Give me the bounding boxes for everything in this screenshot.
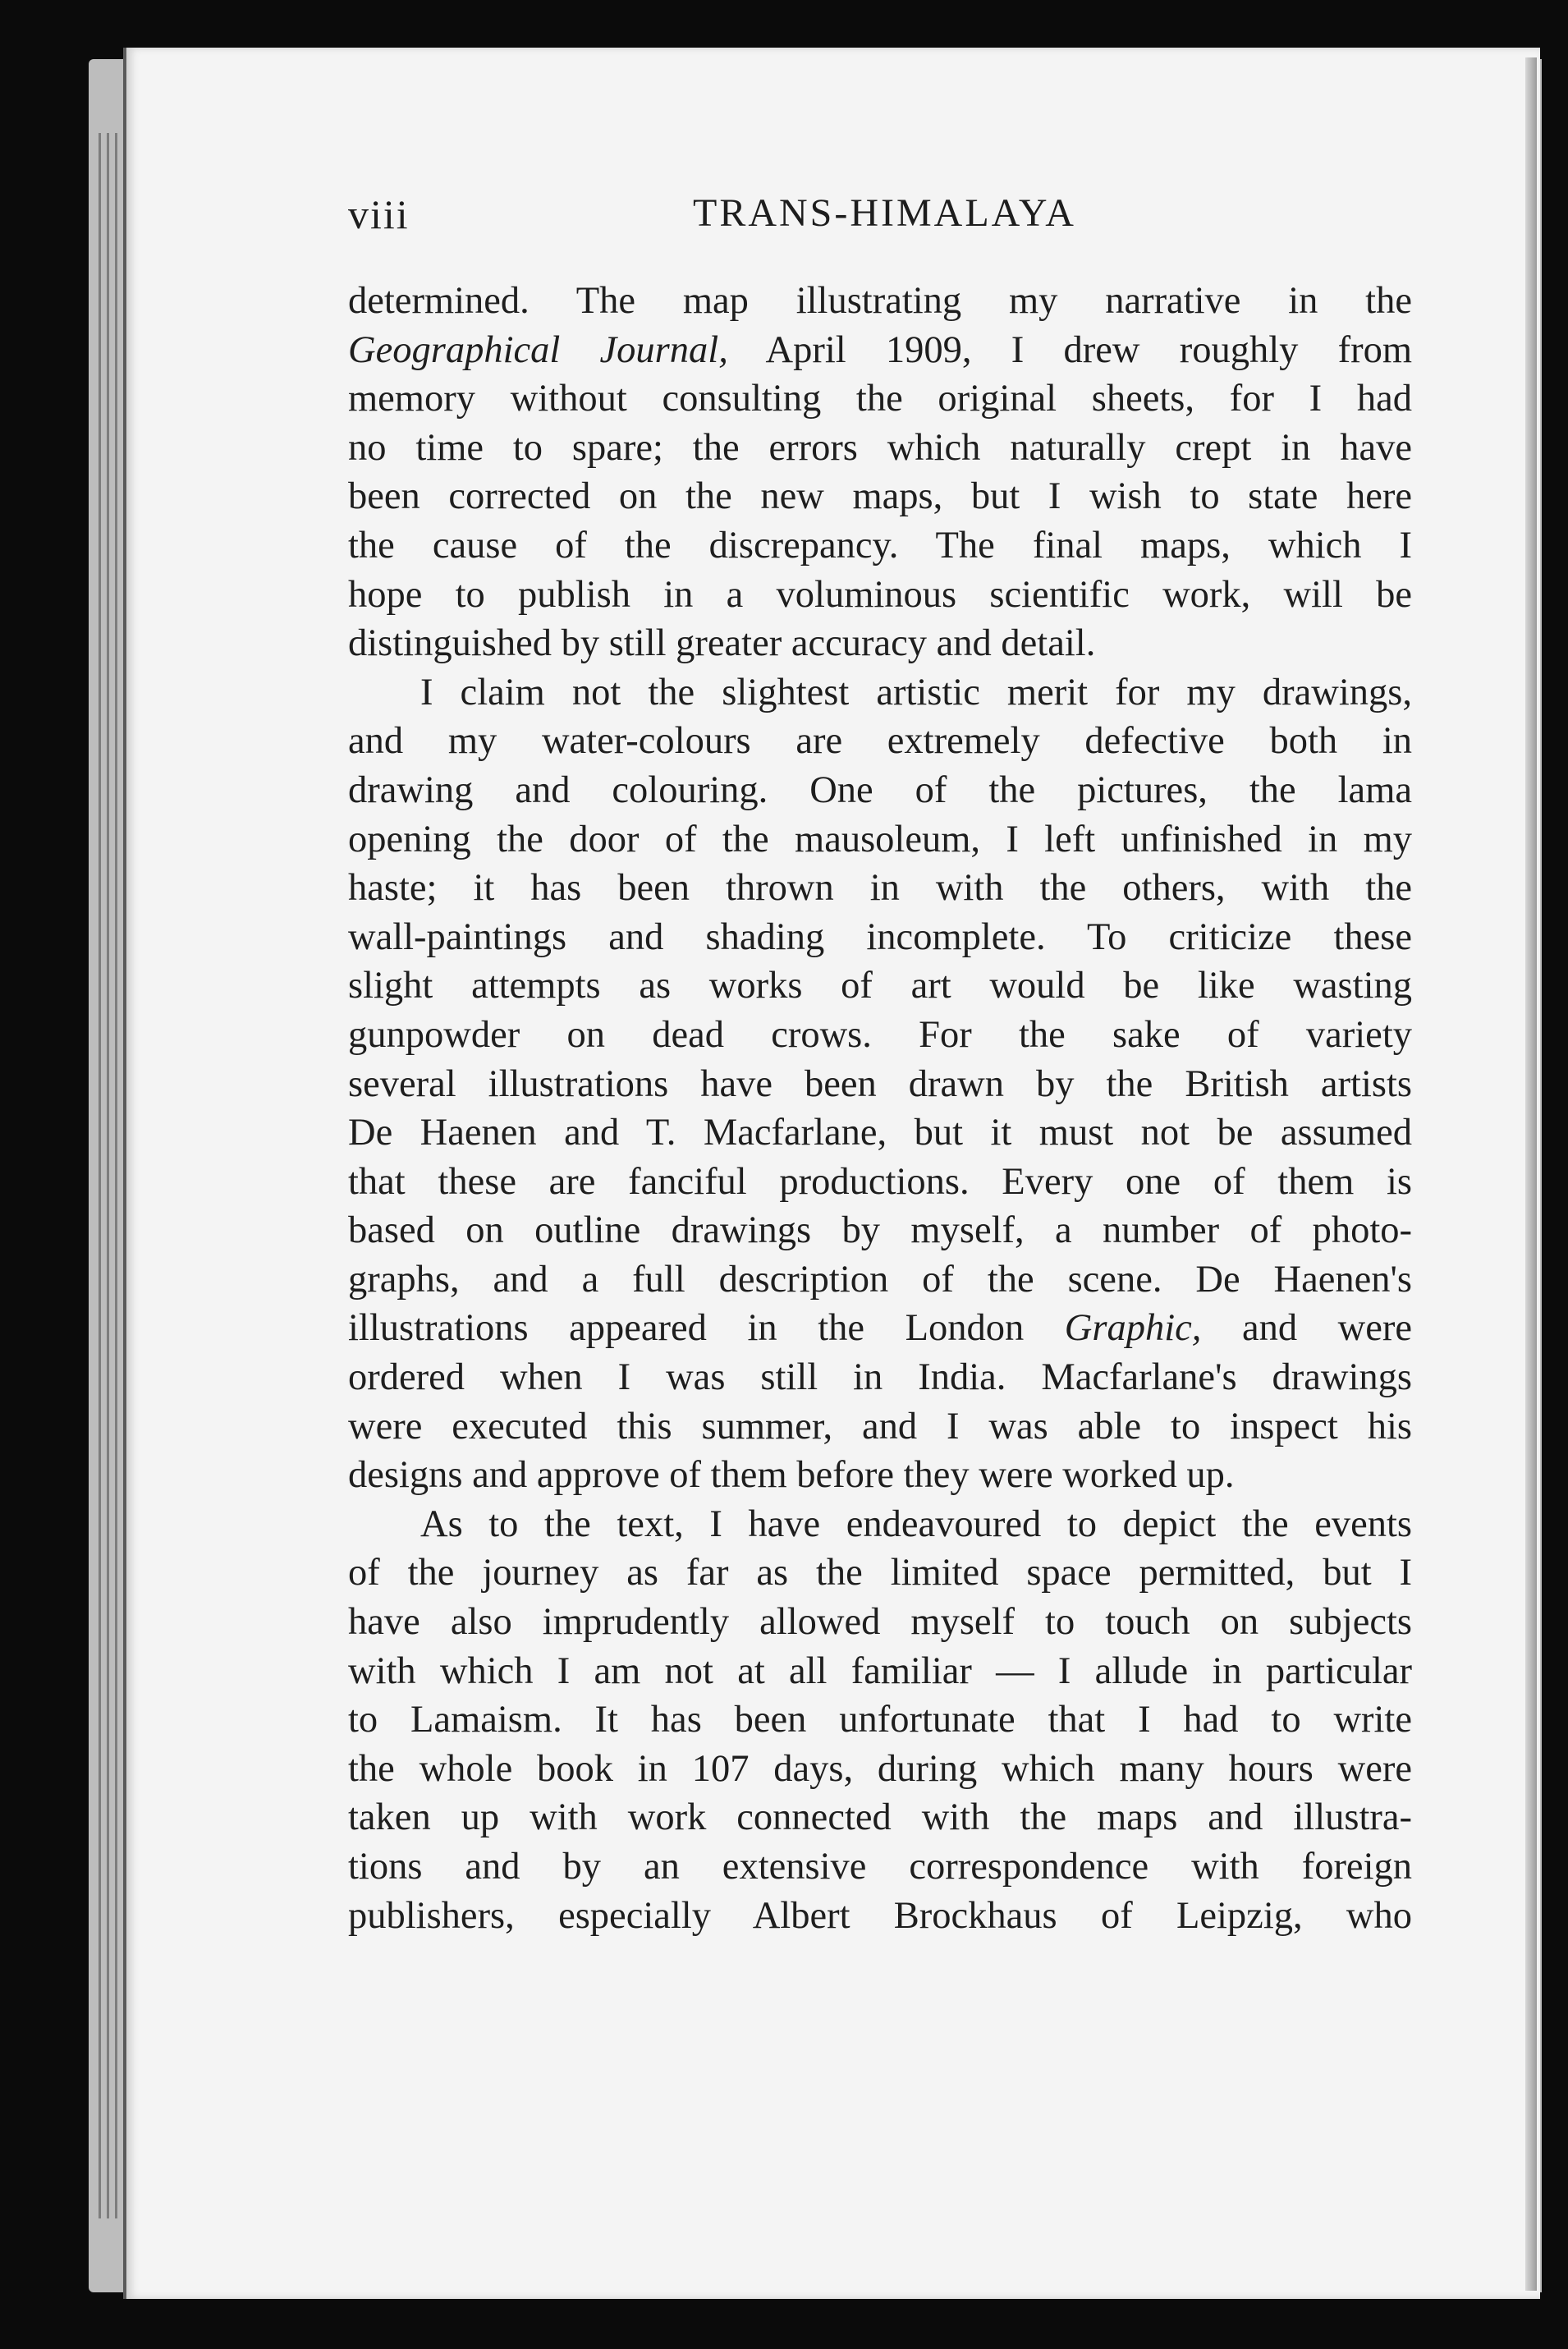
text-line bbox=[348, 1206, 1412, 1255]
text-line bbox=[348, 1451, 1412, 1500]
body-text bbox=[348, 277, 1412, 1940]
text-line bbox=[348, 374, 1412, 424]
italic-text: Graphic, bbox=[1064, 1307, 1202, 1350]
text-segment: the whole book in 107 days, during which many hours were bbox=[348, 1747, 1412, 1790]
text-line bbox=[348, 277, 1412, 326]
text-line bbox=[348, 1892, 1412, 1941]
text-line bbox=[348, 571, 1412, 620]
text-segment: no time to spare; the errors which naturally crept in have bbox=[348, 426, 1412, 469]
text-segment: opening the door of the mausoleum, I left unfinished in my bbox=[348, 818, 1412, 860]
text-line bbox=[348, 1158, 1412, 1207]
text-line bbox=[348, 1304, 1412, 1353]
text-segment: De Haenen and T. Macfarlane, but it must not be assumed bbox=[348, 1112, 1412, 1154]
text-line bbox=[348, 717, 1412, 766]
text-segment: hope to publish in a voluminous scientific work, will be bbox=[348, 573, 1412, 616]
text-line bbox=[348, 1647, 1412, 1696]
text-segment: As to the text, I have endeavoured to depict the events bbox=[420, 1503, 1412, 1545]
text-line bbox=[348, 521, 1412, 571]
text-segment: and my water-colours are extremely defective both in bbox=[348, 720, 1412, 763]
text-segment: memory without consulting the original sheets, for I had bbox=[348, 378, 1412, 420]
text-line bbox=[348, 1060, 1412, 1109]
text-line bbox=[348, 1402, 1412, 1452]
text-line bbox=[348, 815, 1412, 865]
text-line bbox=[348, 668, 1412, 718]
text-line bbox=[348, 766, 1412, 815]
text-segment: slight attempts as works of art would be like wasting bbox=[348, 965, 1412, 1007]
running-head bbox=[348, 190, 1415, 248]
text-segment: I claim not the slightest artistic merit for my drawings, bbox=[420, 671, 1412, 713]
text-line bbox=[348, 864, 1412, 913]
text-line bbox=[348, 913, 1412, 962]
text-segment: wall-paintings and shading incomplete. To criticize these bbox=[348, 915, 1412, 958]
text-segment: and were bbox=[1201, 1307, 1412, 1350]
text-segment: tions and by an extensive correspondence with foreign bbox=[348, 1846, 1412, 1888]
text-line bbox=[348, 1598, 1412, 1647]
text-segment: determined. The map illustrating my narrative in the bbox=[348, 280, 1412, 322]
text-line bbox=[348, 1793, 1412, 1842]
page-edge-line bbox=[107, 133, 109, 2218]
text-segment: graphs, and a full description of the scene. De Haenen's bbox=[348, 1258, 1412, 1301]
text-line bbox=[348, 1108, 1412, 1158]
text-segment: distinguished by still greater accuracy and detail. bbox=[348, 622, 1096, 665]
text-segment: drawing and colouring. One of the pictures, the lama bbox=[348, 768, 1412, 811]
page-edge-line bbox=[115, 133, 117, 2218]
text-segment: haste; it has been thrown in with the others, with the bbox=[348, 867, 1412, 910]
text-line bbox=[348, 1353, 1412, 1402]
italic-text: Geographical Journal, bbox=[348, 328, 728, 371]
text-segment: taken up with work connected with the maps and illustra- bbox=[348, 1796, 1412, 1839]
text-line bbox=[348, 1255, 1412, 1305]
text-segment: publishers, especially Albert Brockhaus of Leipzig, who bbox=[348, 1894, 1412, 1937]
running-title: TRANS-HIMALAYA bbox=[693, 191, 1076, 235]
text-line bbox=[348, 424, 1412, 473]
text-line bbox=[348, 1842, 1412, 1892]
text-line bbox=[348, 1745, 1412, 1794]
text-line bbox=[348, 619, 1412, 668]
text-segment: ordered when I was still in India. Macfarlane's drawings bbox=[348, 1356, 1412, 1399]
text-line bbox=[348, 1695, 1412, 1745]
page-edge-line bbox=[99, 133, 101, 2218]
text-segment: several illustrations have been drawn by the British artists bbox=[348, 1062, 1412, 1105]
text-segment: to Lamaism. It has been unfortunate that I had to write bbox=[348, 1699, 1412, 1741]
text-segment: with which I am not at all familiar — I allude in particular bbox=[348, 1649, 1412, 1692]
text-segment: April 1909, I drew roughly from bbox=[727, 328, 1412, 371]
text-line bbox=[348, 961, 1412, 1011]
text-line bbox=[348, 472, 1412, 521]
text-line bbox=[348, 1011, 1412, 1060]
text-segment: gunpowder on dead crows. For the sake of variety bbox=[348, 1013, 1412, 1056]
text-segment: the cause of the discrepancy. The final maps, which I bbox=[348, 524, 1412, 567]
text-segment: have also imprudently allowed myself to touch on subjects bbox=[348, 1601, 1412, 1644]
page-number: viii bbox=[348, 191, 410, 237]
text-line bbox=[348, 1500, 1412, 1549]
text-segment: illustrations appeared in the London bbox=[348, 1307, 1065, 1350]
text-segment: were executed this summer, and I was able to inspect his bbox=[348, 1405, 1412, 1447]
gutter-shadow bbox=[1525, 57, 1537, 2291]
text-segment: of the journey as far as the limited space permitted, but I bbox=[348, 1552, 1412, 1594]
text-segment: that these are fanciful productions. Every one of them is bbox=[348, 1160, 1412, 1203]
text-segment: designs and approve of them before they were worked up. bbox=[348, 1454, 1235, 1497]
text-line bbox=[348, 1548, 1412, 1598]
text-line bbox=[348, 326, 1412, 375]
text-segment: based on outline drawings by myself, a number of photo- bbox=[348, 1209, 1412, 1252]
text-segment: been corrected on the new maps, but I wish to state here bbox=[348, 475, 1412, 518]
